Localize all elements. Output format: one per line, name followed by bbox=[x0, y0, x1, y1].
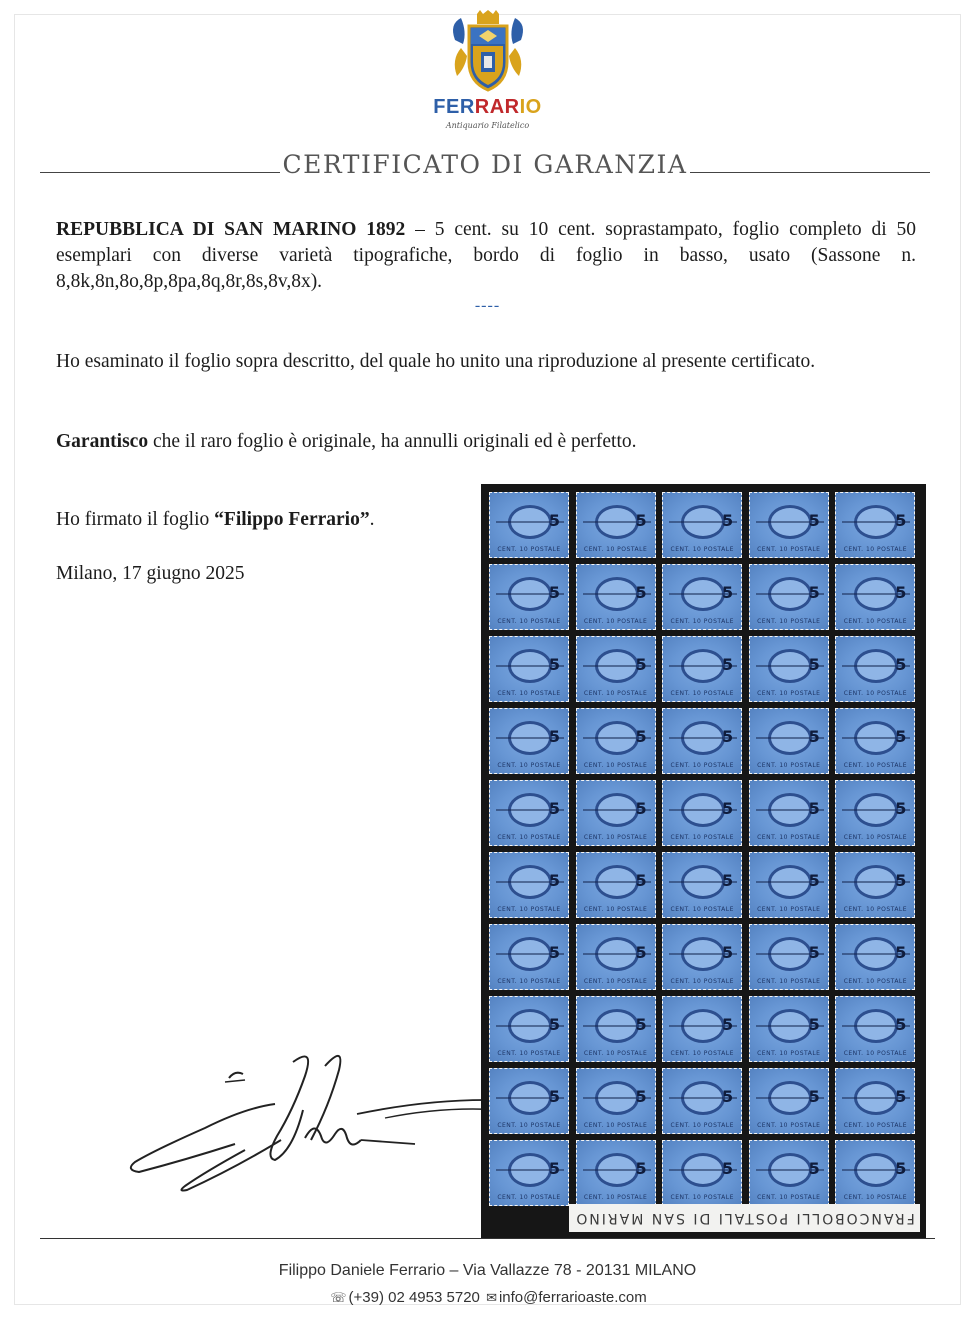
overprint-value: 5 bbox=[722, 655, 734, 674]
stamp bbox=[835, 492, 915, 558]
mail-icon: ✉ bbox=[486, 1290, 497, 1305]
stamp-label: CENT. 10 POSTALE bbox=[583, 762, 648, 769]
guarantee-text: che il raro foglio è originale, ha annulli originali ed è perfetto. bbox=[148, 431, 637, 452]
overprint-value: 5 bbox=[635, 511, 647, 530]
stamp bbox=[749, 1140, 829, 1206]
stamp-label: CENT. 10 POSTALE bbox=[843, 906, 908, 913]
stamp bbox=[835, 564, 915, 630]
item-description-heading: REPUBBLICA DI SAN MARINO 1892 bbox=[56, 219, 406, 240]
stamp-label: CENT. 10 POSTALE bbox=[757, 834, 821, 841]
stamp bbox=[662, 708, 742, 774]
examination-statement: Ho esaminato il foglio sopra descritto, del quale ho unito una riproduzione al presente certificato. bbox=[56, 351, 816, 372]
footer-email: info@ferrarioaste.com bbox=[498, 1289, 647, 1306]
overprint-value: 5 bbox=[548, 583, 560, 602]
guarantee-statement bbox=[56, 429, 916, 455]
overprint-value: 5 bbox=[635, 727, 647, 746]
stamp-label: CENT. 10 POSTALE bbox=[757, 978, 821, 985]
stamp-label: CENT. 10 POSTALE bbox=[583, 546, 648, 553]
phone-icon: ☏ bbox=[330, 1290, 347, 1305]
stamp bbox=[489, 492, 569, 558]
stamp-label: CENT. 10 POSTALE bbox=[497, 834, 561, 841]
stamp-label: CENT. 10 POSTALE bbox=[843, 762, 908, 769]
stamp bbox=[576, 996, 656, 1062]
overprint-value: 5 bbox=[808, 799, 820, 818]
stamp bbox=[662, 780, 742, 846]
title-rule-right bbox=[690, 172, 930, 173]
overprint-value: 5 bbox=[548, 1087, 560, 1106]
overprint-value: 5 bbox=[722, 511, 734, 530]
stamp-label: CENT. 10 POSTALE bbox=[757, 546, 821, 553]
stamp-label: CENT. 10 POSTALE bbox=[583, 1122, 648, 1129]
handwritten-signature bbox=[125, 1040, 525, 1200]
overprint-value: 5 bbox=[635, 943, 647, 962]
footer-street: – Via Vallazze 78 - 20131 MILANO bbox=[445, 1262, 697, 1279]
stamp-label: CENT. 10 POSTALE bbox=[497, 762, 561, 769]
stamp bbox=[489, 780, 569, 846]
overprint-value: 5 bbox=[895, 727, 907, 746]
stamp-label: CENT. 10 POSTALE bbox=[583, 690, 648, 697]
overprint-value: 5 bbox=[722, 583, 734, 602]
overprint-value: 5 bbox=[635, 1159, 647, 1178]
stamp bbox=[835, 1068, 915, 1134]
stamp bbox=[576, 924, 656, 990]
overprint-value: 5 bbox=[895, 871, 907, 890]
overprint-value: 5 bbox=[722, 799, 734, 818]
stamp bbox=[489, 708, 569, 774]
overprint-value: 5 bbox=[895, 1015, 907, 1034]
stamp bbox=[662, 564, 742, 630]
overprint-value: 5 bbox=[722, 1087, 734, 1106]
stamp bbox=[835, 852, 915, 918]
stamp bbox=[662, 1068, 742, 1134]
overprint-value: 5 bbox=[548, 943, 560, 962]
brand-name: FERRARIO bbox=[433, 96, 542, 118]
overprint-value: 5 bbox=[548, 655, 560, 674]
stamp bbox=[835, 924, 915, 990]
footer-name: Filippo Daniele Ferrario bbox=[278, 1262, 446, 1279]
overprint-value: 5 bbox=[635, 583, 647, 602]
stamp-label: CENT. 10 POSTALE bbox=[583, 978, 648, 985]
overprint-value: 5 bbox=[548, 511, 560, 530]
stamp-label: CENT. 10 POSTALE bbox=[670, 546, 734, 553]
stamp bbox=[749, 564, 829, 630]
stamp-grid bbox=[487, 490, 920, 1210]
stamp bbox=[576, 1140, 656, 1206]
page-title: CERTIFICATO DI GARANZIA bbox=[282, 150, 688, 179]
stamp bbox=[835, 780, 915, 846]
stamp bbox=[835, 996, 915, 1062]
stamp-label: CENT. 10 POSTALE bbox=[497, 978, 561, 985]
stamp bbox=[662, 852, 742, 918]
stamp-label: CENT. 10 POSTALE bbox=[757, 1050, 821, 1057]
stamp bbox=[749, 636, 829, 702]
overprint-value: 5 bbox=[635, 1087, 647, 1106]
overprint-value: 5 bbox=[895, 655, 907, 674]
stamp-sheet-image bbox=[481, 484, 926, 1239]
stamp-label: CENT. 10 POSTALE bbox=[497, 1194, 561, 1201]
title-row bbox=[40, 150, 930, 184]
stamp bbox=[749, 1068, 829, 1134]
overprint-value: 5 bbox=[722, 1015, 734, 1034]
stamp bbox=[749, 852, 829, 918]
stamp-label: CENT. 10 POSTALE bbox=[670, 1122, 734, 1129]
footer-address bbox=[0, 1262, 975, 1280]
overprint-value: 5 bbox=[722, 1159, 734, 1178]
item-description bbox=[56, 217, 916, 295]
guarantee-keyword: Garantisco bbox=[56, 431, 149, 452]
overprint-value: 5 bbox=[808, 871, 820, 890]
footer-rule bbox=[40, 1238, 935, 1239]
overprint-value: 5 bbox=[895, 799, 907, 818]
stamp bbox=[489, 852, 569, 918]
stamp bbox=[749, 708, 829, 774]
stamp bbox=[662, 636, 742, 702]
stamp bbox=[576, 492, 656, 558]
stamp-label: CENT. 10 POSTALE bbox=[843, 1050, 908, 1057]
overprint-value: 5 bbox=[635, 799, 647, 818]
stamp-label: CENT. 10 POSTALE bbox=[843, 690, 908, 697]
stamp-label: CENT. 10 POSTALE bbox=[670, 1050, 734, 1057]
overprint-value: 5 bbox=[808, 727, 820, 746]
stamp-label: CENT. 10 POSTALE bbox=[583, 1050, 648, 1057]
overprint-value: 5 bbox=[895, 943, 907, 962]
overprint-value: 5 bbox=[548, 1159, 560, 1178]
stamp bbox=[749, 780, 829, 846]
stamp-label: CENT. 10 POSTALE bbox=[757, 1194, 821, 1201]
overprint-value: 5 bbox=[895, 1159, 907, 1178]
stamp bbox=[489, 564, 569, 630]
overprint-value: 5 bbox=[895, 583, 907, 602]
stamp bbox=[662, 996, 742, 1062]
stamp-label: CENT. 10 POSTALE bbox=[583, 834, 648, 841]
overprint-value: 5 bbox=[808, 943, 820, 962]
sheet-bottom-margin bbox=[569, 1204, 920, 1232]
overprint-value: 5 bbox=[808, 583, 820, 602]
stamp bbox=[662, 492, 742, 558]
footer-contacts bbox=[0, 1289, 975, 1306]
overprint-value: 5 bbox=[808, 511, 820, 530]
stamp bbox=[576, 708, 656, 774]
stamp-label: CENT. 10 POSTALE bbox=[497, 906, 561, 913]
overprint-value: 5 bbox=[895, 1087, 907, 1106]
overprint-value: 5 bbox=[548, 1015, 560, 1034]
stamp bbox=[749, 492, 829, 558]
overprint-value: 5 bbox=[808, 1087, 820, 1106]
overprint-value: 5 bbox=[548, 871, 560, 890]
overprint-value: 5 bbox=[722, 943, 734, 962]
overprint-value: 5 bbox=[808, 1159, 820, 1178]
stamp bbox=[576, 564, 656, 630]
stamp bbox=[749, 996, 829, 1062]
stamp bbox=[489, 636, 569, 702]
stamp bbox=[835, 708, 915, 774]
stamp-label: CENT. 10 POSTALE bbox=[670, 690, 734, 697]
stamp bbox=[576, 780, 656, 846]
stamp bbox=[489, 924, 569, 990]
crest-icon bbox=[447, 10, 529, 94]
sheet-margin-inscription: FRANCOBOLLI POSTALI DI SAN MARINO bbox=[574, 1210, 915, 1226]
stamp-label: CENT. 10 POSTALE bbox=[583, 906, 648, 913]
signed-statement: Ho firmato il foglio “Filippo Ferrario”. bbox=[56, 509, 375, 530]
stamp-label: CENT. 10 POSTALE bbox=[670, 834, 734, 841]
overprint-value: 5 bbox=[808, 1015, 820, 1034]
stamp bbox=[835, 636, 915, 702]
stamp-label: CENT. 10 POSTALE bbox=[843, 1194, 908, 1201]
overprint-value: 5 bbox=[808, 655, 820, 674]
stamp-label: CENT. 10 POSTALE bbox=[670, 978, 734, 985]
stamp bbox=[576, 852, 656, 918]
stamp-label: CENT. 10 POSTALE bbox=[843, 834, 908, 841]
stamp-label: CENT. 10 POSTALE bbox=[497, 1050, 561, 1057]
stamp-label: CENT. 10 POSTALE bbox=[757, 762, 821, 769]
stamp bbox=[749, 924, 829, 990]
separator: ---- bbox=[474, 297, 501, 314]
stamp-label: CENT. 10 POSTALE bbox=[843, 618, 908, 625]
stamp-label: CENT. 10 POSTALE bbox=[757, 690, 821, 697]
overprint-value: 5 bbox=[895, 511, 907, 530]
footer-phone: (+39) 02 4953 5720 bbox=[348, 1289, 480, 1306]
overprint-value: 5 bbox=[635, 1015, 647, 1034]
stamp-label: CENT. 10 POSTALE bbox=[843, 1122, 908, 1129]
stamp bbox=[489, 1140, 569, 1206]
overprint-value: 5 bbox=[635, 871, 647, 890]
item-description-text: – 5 cent. su 10 cent. soprastampato, foglio completo di 50 esemplari con diverse varietà tipografiche, bordo di foglio in basso, usato (Sassone n. 8,8k,8n,8o,8p,8pa,8q,8r,8s,8v,8x). bbox=[56, 219, 916, 292]
stamp-label: CENT. 10 POSTALE bbox=[757, 618, 821, 625]
stamp bbox=[576, 1068, 656, 1134]
stamp-label: CENT. 10 POSTALE bbox=[843, 978, 908, 985]
stamp-label: CENT. 10 POSTALE bbox=[497, 690, 561, 697]
overprint-value: 5 bbox=[722, 871, 734, 890]
brand-tagline: Antiquario Filatelico bbox=[445, 121, 530, 130]
stamp-label: CENT. 10 POSTALE bbox=[757, 1122, 821, 1129]
signer-name: “Filippo Ferrario” bbox=[214, 509, 370, 530]
overprint-value: 5 bbox=[635, 655, 647, 674]
stamp bbox=[662, 1140, 742, 1206]
stamp-label: CENT. 10 POSTALE bbox=[670, 906, 734, 913]
stamp-label: CENT. 10 POSTALE bbox=[670, 1194, 734, 1201]
overprint-value: 5 bbox=[722, 727, 734, 746]
stamp bbox=[489, 1068, 569, 1134]
stamp bbox=[835, 1140, 915, 1206]
stamp bbox=[489, 996, 569, 1062]
stamp-label: CENT. 10 POSTALE bbox=[843, 546, 908, 553]
stamp-label: CENT. 10 POSTALE bbox=[497, 618, 561, 625]
stamp-label: CENT. 10 POSTALE bbox=[497, 1122, 561, 1129]
overprint-value: 5 bbox=[548, 727, 560, 746]
stamp-label: CENT. 10 POSTALE bbox=[583, 618, 648, 625]
place-date: Milano, 17 giugno 2025 bbox=[56, 563, 245, 584]
stamp-label: CENT. 10 POSTALE bbox=[757, 906, 821, 913]
stamp bbox=[662, 924, 742, 990]
stamp-label: CENT. 10 POSTALE bbox=[497, 546, 561, 553]
overprint-value: 5 bbox=[548, 799, 560, 818]
stamp bbox=[576, 636, 656, 702]
stamp-label: CENT. 10 POSTALE bbox=[583, 1194, 648, 1201]
stamp-label: CENT. 10 POSTALE bbox=[670, 618, 734, 625]
stamp-label: CENT. 10 POSTALE bbox=[670, 762, 734, 769]
